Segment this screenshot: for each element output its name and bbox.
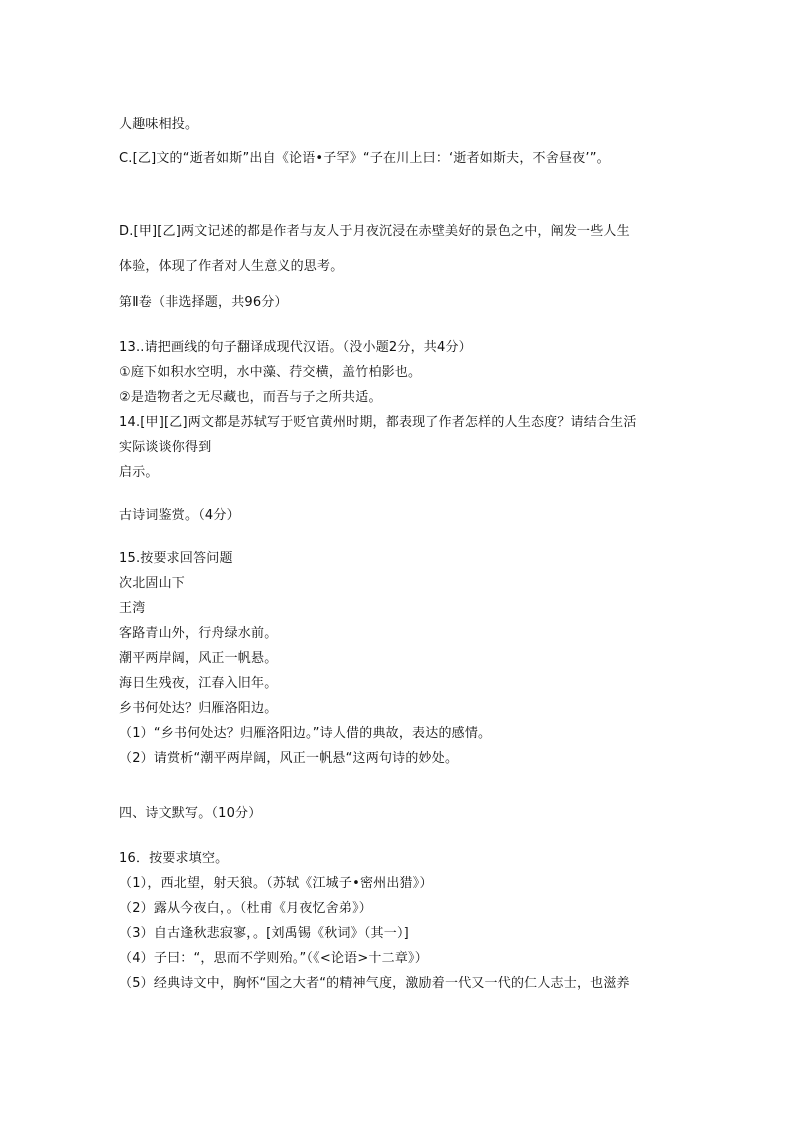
poem-line-3: 海日生残夜，江春入旧年。	[119, 676, 278, 691]
question-16: 16．按要求填空。	[119, 851, 229, 866]
question-16-item-1: （1），西北望，射天狼。（苏轼《江城子•密州出猎》）	[119, 876, 433, 891]
section-heading-poetry: 古诗词鉴赏。（4分）	[119, 508, 240, 523]
question-14: 14.[甲][乙]两文都是苏轼写于贬官黄州时期，都表现了作者怎样的人生态度？请结合生活	[119, 415, 637, 430]
option-d: D.[甲][乙]两文记述的都是作者与友人于月夜沉浸在赤壁美好的景色之中，阐发一些人生	[119, 224, 630, 239]
question-15: 15.按要求回答问题	[119, 551, 233, 566]
poem-line-1: 客路青山外，行舟绿水前。	[119, 626, 278, 641]
question-16-item-3: （3）自古逢秋悲寂寥，。[刘禹锡《秋词》（其一）]	[119, 926, 409, 941]
section-heading-volume-2: 第Ⅱ卷（非选择题，共96分）	[119, 295, 288, 310]
poem-title: 次北固山下	[119, 576, 186, 591]
question-13: 13..请把画线的句子翻译成现代汉语。（没小题2分，共4分）	[119, 340, 472, 355]
poem-author: 王湾	[119, 601, 146, 616]
question-13-item-1: ①庭下如积水空明，水中藻、荇交横，盖竹柏影也。	[119, 365, 422, 380]
question-14-continuation-1: 实际谈谈你得到	[119, 440, 212, 455]
text-line-continuation: 人趣味相投。	[119, 117, 199, 132]
question-13-item-2: ②是造物者之无尽藏也，而吾与子之所共适。	[119, 390, 382, 405]
question-16-item-4: （4）子曰：“，思而不学则殆。”（《<论语>十二章》）	[119, 951, 428, 966]
question-16-item-5: （5）经典诗文中，胸怀“国之大者“的精神气度，激励着一代又一代的仁人志士，也滋养	[119, 976, 630, 991]
poem-line-4: 乡书何处达？归雁洛阳边。	[119, 701, 278, 716]
option-d-continuation: 体验，体现了作者对人生意义的思考。	[119, 259, 344, 274]
section-heading-dictation: 四、诗文默写。（10分）	[119, 806, 262, 821]
poem-line-2: 潮平两岸阔，风正一帆悬。	[119, 651, 278, 666]
question-15-part-2: （2）请赏析“潮平两岸阔，风正一帆悬“这两句诗的妙处。	[119, 751, 459, 766]
option-c: C.[乙]文的“逝者如斯”出自《论语•子罕》“子在川上曰：‘逝者如斯夫，不舍昼夜’”。	[119, 151, 610, 166]
question-14-continuation-2: 启示。	[119, 465, 159, 480]
question-16-item-2: （2）露从今夜白，。（杜甫《月夜忆舍弟》）	[119, 901, 372, 916]
question-15-part-1: （1）“乡书何处达？归雁洛阳边。”诗人借的典故，表达的感情。	[119, 726, 492, 741]
